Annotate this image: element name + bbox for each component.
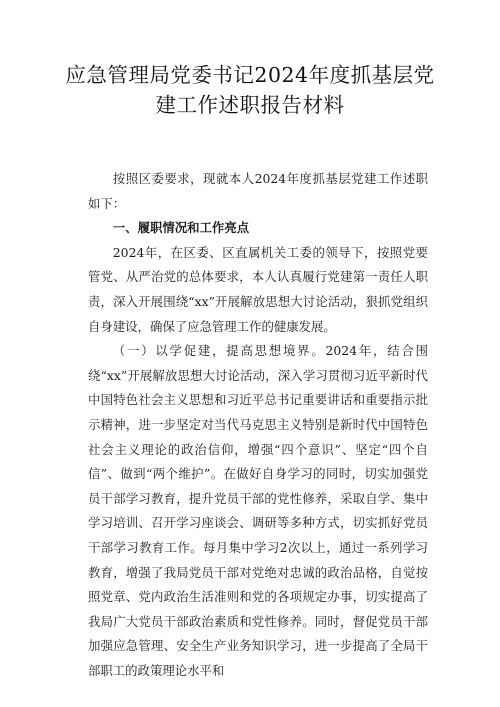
document-title: 应急管理局党委书记2024年度抓基层党建工作述职报告材料 <box>65 63 435 117</box>
document-body <box>88 167 428 683</box>
body-paragraph: 2024年，在区委、区直属机关工委的领导下，按照党要管党、从严治党的总体要求，本人认真履行党建第一责任人职责，深入开展围绕“xx”开展解放思想大讨论活动，狠抓党组织自身建设，确保了应急管理工作的健康发展。 <box>88 244 428 334</box>
section-heading: 一、履职情况和工作亮点 <box>112 220 250 236</box>
body-paragraph: （一）以学促建，提高思想境界。2024年，结合围绕“xx”开展解放思想大讨论活动，深入学习贯彻习近平新时代中国特色社会主义思想和习近平总书记重要讲话和重要指示批示精神，进一步坚定对当代马克思主义特别是新时代中国特色社会主义理论的政治信仰，增强“四个意识”、坚定“四个自信”、做到“两个维护”。在做好自身学习的同时，切实加强党员干部学习教育，提升党员干部的党性修养，采取自学、集中学习培训、召开学习座谈会、调研等多种方式，切实抓好党员干部学习教育工作。每月集中学习2次以上，通过一系列学习教育，增强了我局党员干部对党绝对忠诚的政治品格，自觉按照党章、党内政治生活准则和党的各项规定办事，切实提高了我局广大党员干部政治素质和党性修养。同时，督促党员干部加强应急管理、安全生产业务知识学习，进一步提高了全局干部职工的政策理论水平和 <box>88 343 428 678</box>
intro-paragraph: 按照区委要求，现就本人2024年度抓基层党建工作述职如下： <box>88 171 428 211</box>
